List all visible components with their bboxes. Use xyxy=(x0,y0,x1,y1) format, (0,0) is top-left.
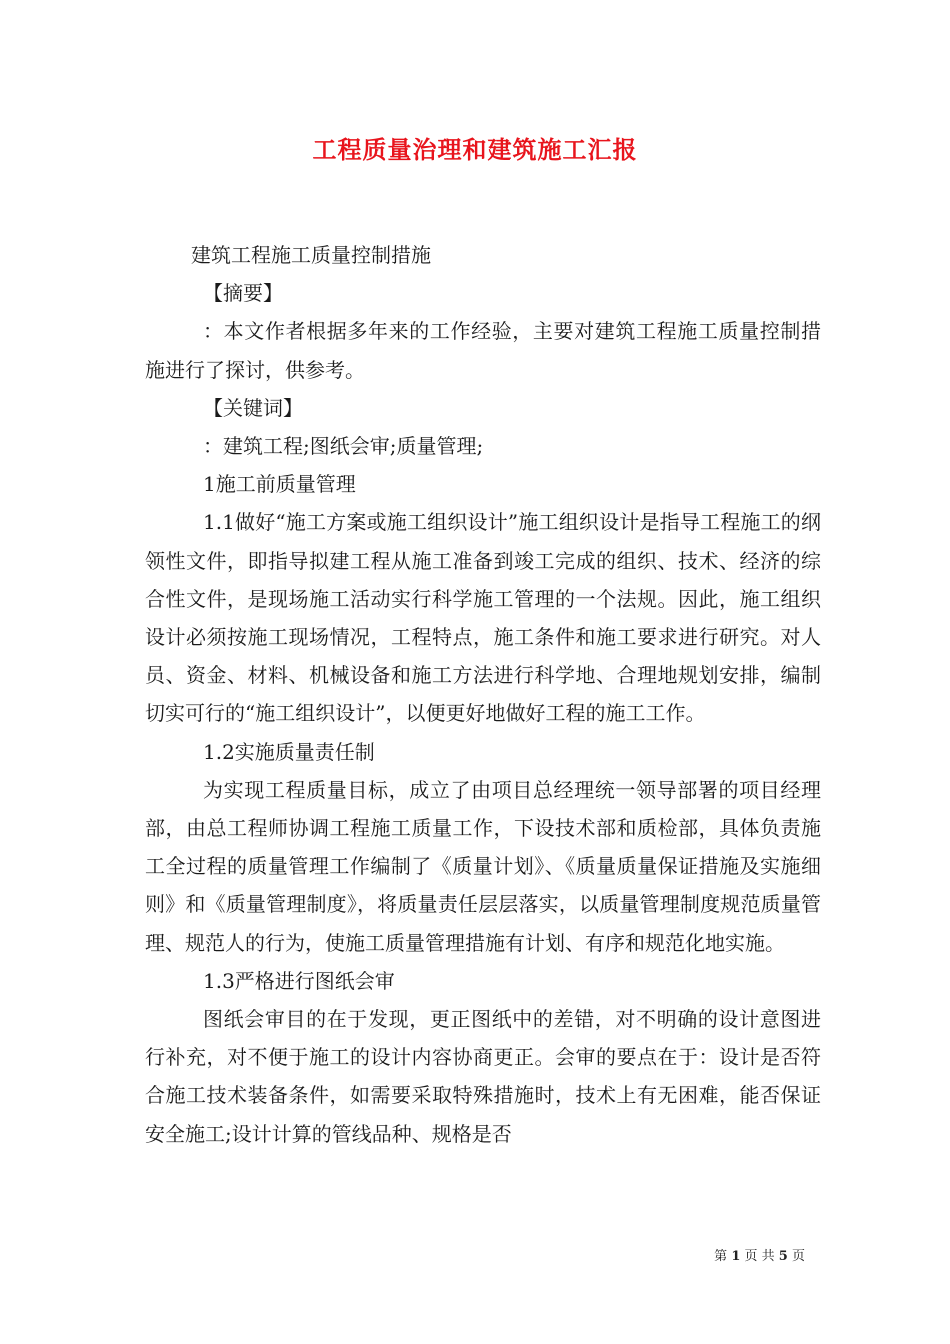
paragraph-abstract: ：本文作者根据多年来的工作经验，主要对建筑工程施工质量控制措施进行了探讨，供参考。 xyxy=(145,319,821,382)
footer-prefix: 第 xyxy=(714,1249,728,1264)
footer-middle: 页 共 xyxy=(744,1249,775,1264)
paragraph-subtitle: 建筑工程施工质量控制措施 xyxy=(191,243,431,267)
paragraph-keywords-label: 【关键词】 xyxy=(203,395,303,420)
footer-total-pages: 5 xyxy=(778,1249,788,1264)
paragraph-section-1-1: 1.1做好“施工方案或施工组织设计”施工组织设计是指导工程施工的纲领性文件，即指导拟建工程从施工准备到竣工完成的组织、技术、经济的综合性文件，是现场施工活动实行科学施工管理的一个法规。因此，施工组织设计必须按施工现场情况，工程特点，施工条件和施工要求进行研究。对人员、资金、材料、机械设备和施工方法进行科学地、合理地规划安排，编制切实可行的“施工组织设计”，以便更好地做好工程的施工工作。 xyxy=(145,510,821,726)
footer-suffix: 页 xyxy=(791,1249,805,1264)
paragraph-section-1-3: 图纸会审目的在于发现，更正图纸中的差错，对不明确的设计意图进行补充，对不便于施工的设计内容协商更正。会审的要点在于：设计是否符合施工技术装备条件，如需要采取特殊措施时，技术上有无困难，能否保证安全施工;设计计算的管线品种、规格是否 xyxy=(145,1007,821,1146)
footer-current-page: 1 xyxy=(731,1249,741,1264)
document-title: 工程质量治理和建筑施工汇报 xyxy=(312,135,638,164)
paragraph-section-1-2: 为实现工程质量目标，成立了由项目总经理统一领导部署的项目经理部，由总工程师协调工程施工质量工作，下设技术部和质检部，具体负责施工全过程的质量管理工作编制了《质量计划》、《质量质量保证措施及实施细则》和《质量管理制度》，将质量责任层层落实，以质量管理制度规范质量管理、规范人的行为，使施工质量管理措施有计划、有序和规范化地实施。 xyxy=(145,777,821,955)
paragraph-keywords: ：建筑工程;图纸会审;质量管理; xyxy=(203,434,484,459)
page-footer xyxy=(0,1248,805,1266)
heading-section-1-3: 1.3严格进行图纸会审 xyxy=(203,968,395,993)
heading-section-1-2: 1.2实施质量责任制 xyxy=(203,739,375,764)
document-body xyxy=(145,236,821,1153)
heading-section-1: 1施工前质量管理 xyxy=(203,472,356,497)
paragraph-abstract-label: 【摘要】 xyxy=(203,281,283,306)
